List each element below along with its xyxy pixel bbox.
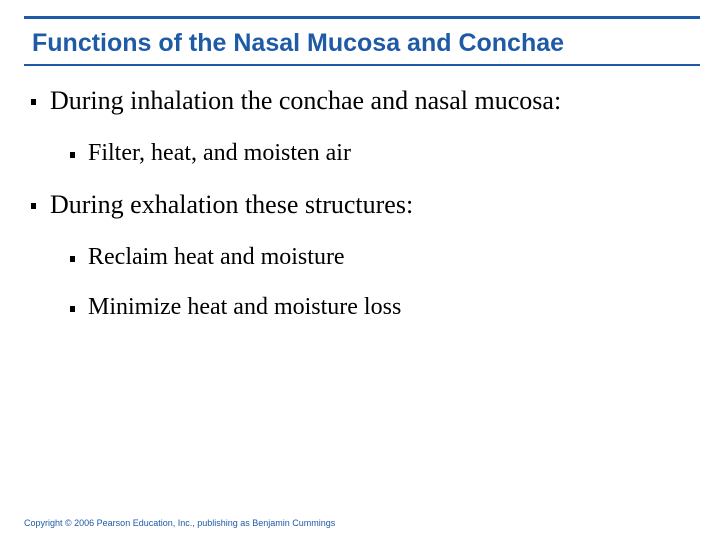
bullet-text: During inhalation the conchae and nasal mucosa: [50,86,562,115]
slide-title: Functions of the Nasal Mucosa and Conchae [32,29,565,57]
bullet-marker-icon [31,203,36,209]
bullet-exhalation [0,190,700,222]
copyright-footer: Copyright © 2006 Pearson Education, Inc., publishing as Benjamin Cummings [24,518,336,528]
sub-bullet-text: Reclaim heat and moisture [88,244,345,270]
bullet-inhalation [0,86,700,118]
top-divider [24,16,700,19]
sub-bullet-text: Minimize heat and moisture loss [88,294,402,320]
sub-bullet-marker-icon [70,256,75,262]
bullet-text: During exhalation these structures: [50,190,414,219]
sub-bullet-marker-icon [70,306,75,312]
sub-bullet-minimize [0,294,700,324]
sub-bullet-filter [0,140,700,170]
sub-bullet-text: Filter, heat, and moisten air [88,140,351,166]
sub-bullet-marker-icon [70,152,75,158]
bullet-marker-icon [31,99,36,105]
sub-bullet-reclaim [0,244,700,274]
title-divider [24,64,700,66]
